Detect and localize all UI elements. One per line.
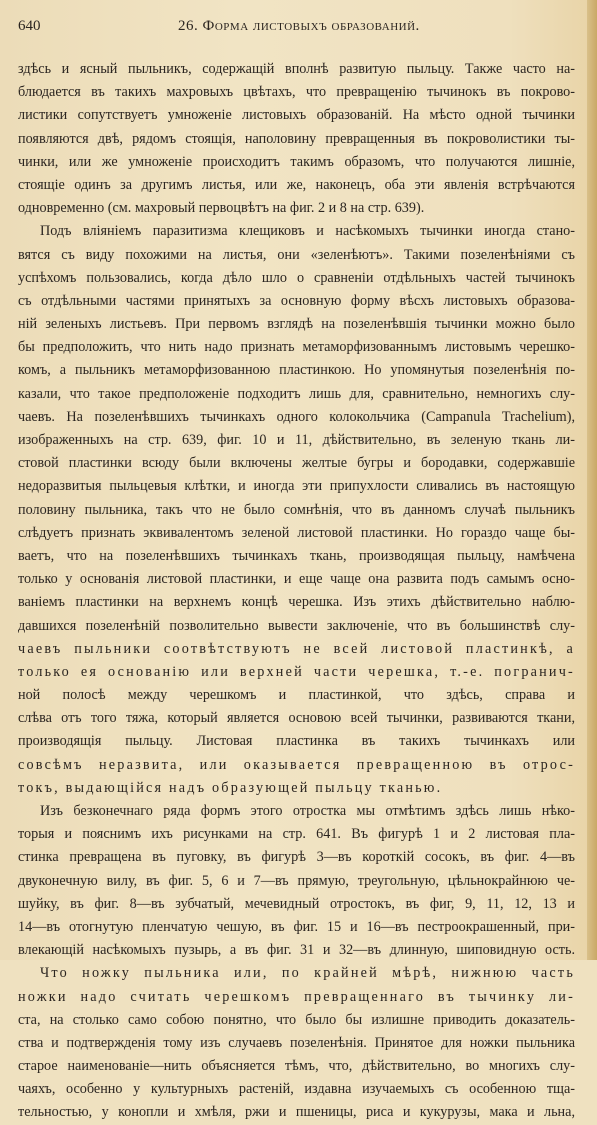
text-line: стоящіе одинъ за другимъ листья, или же, наконецъ, оба эти явленія встрѣчаются [18,176,575,193]
text-line: комъ, а пыльникъ метаморфизованною пластинкою. Но упомянутыя позеленѣнія по- [18,362,575,379]
text-line: 14—въ отогнутую пленчатую чешую, въ фиг. 15 и 16—въ пестроокрашенный, при- [18,918,575,935]
text-line: чаяхъ, особенно у культурныхъ растеній, издавна изучаемыхъ съ особенною тща- [18,1081,575,1098]
text-line: только у основанія листовой пластинки, и еще чаще она развита подъ самымъ осно- [18,571,575,588]
text-line: давшихся позеленѣній позволительно вывести заключеніе, что въ большинствѣ слу- [18,617,575,634]
text-line: только ея основанію или верхней части черешка, т.-е. погранич- [18,663,575,680]
text-line: бы предположить, что нить надо признать метаморфизованнымъ листовымъ черешко- [18,339,575,356]
text-line: чинки, или же умноженіе происходитъ такимъ образомъ, что получаются лишніе, [18,153,575,170]
text-line: появляются двѣ, рядомъ стоящія, наполовину превращенныя въ покроволистики ты- [18,130,575,147]
text-line: совсѣмъ неразвита, или оказывается превращенною въ отрос- [18,756,575,773]
page-number: 640 [18,18,41,34]
text-line: изображенныхъ на стр. 639, фиг. 10 и 11, дѣйствительно, въ зеленую ткань ли- [18,432,575,448]
text-line: здѣсь и ясный пыльникъ, содержащій вполнѣ развитую пыльцу. Также часто на- [18,61,575,77]
page-edge [587,0,597,960]
text-line: слѣва отъ того тяжа, который является основою всей тычинки, развиваются ткани, [18,710,575,727]
text-line: ваніемъ пластинки на верхнемъ концѣ черешка. Изъ этихъ дѣйствительно наблю- [18,594,575,611]
text-line: вятся съ виду похожими на листья, они «зеленѣютъ». Такими позеленѣніями съ [18,246,575,263]
running-title: 26. Форма листовыхъ образований. [178,18,420,34]
text-line: шуйку, въ фиг. 8—въ зубчатый, мечевидный отростокъ, въ фиг, 9, 11, 12, 13 и [18,895,575,912]
text-line: стовой пластинки всюду были включены желтые бугры и бородавки, содержавшіе [18,455,575,472]
text-line: токъ, выдающійся надъ образующей пыльцу тканью. [18,779,443,796]
text-line: ній зеленыхъ листьевъ. При первомъ взглядѣ на позеленѣвшія тычинки можно было [18,316,575,333]
text-line: производящія пыльцу. Листовая пластинка въ такихъ тычинкахъ или [18,733,575,750]
page-header [18,18,573,40]
text-line: Подъ вліяніемъ паразитизма клещиковъ и насѣкомыхъ тычинки иногда стано- [40,223,575,240]
text-line: стинка превращена въ пуговку, въ фигурѣ 3—въ короткій сосокъ, въ фиг. 4—въ [18,849,575,866]
text-line: слѣдуетъ признать эквивалентомъ зеленой листовой пластинки. Но гораздо чаще бы- [18,524,575,541]
text-line: Что ножку пыльника или, по крайней мѣрѣ, нижнюю часть [40,965,575,982]
text-line: блюдается въ такихъ махровыхъ цвѣтахъ, что превращенію тычинокъ въ покрово- [18,84,575,101]
text-line: успѣхомъ пользовались, когда дѣло шло о сравненіи отдѣльныхъ частей тычинокъ [18,269,575,286]
text-line: старое наименованіе—нить объясняется тѣмъ, что, дѣйствительно, во многихъ слу- [18,1058,575,1075]
text-line: ста, на столько само собою понятно, что было бы излишне приводить доказатель- [18,1011,575,1028]
text-line: одновременно (см. махровый первоцвѣтъ на фиг. 2 и 8 на стр. 639). [18,200,425,217]
body-text [18,58,575,1125]
text-line: Изъ безконечнаго ряда формъ этого отростка мы отмѣтимъ здѣсь лишь нѣко- [40,803,575,819]
text-line: влекающій насѣкомыхъ пузырь, а въ фиг. 31 и 32—въ длинную, шиповидную ость. [18,942,575,959]
text-line: листики сопутствуетъ умноженіе листовыхъ образованій. На мѣсто одной тычинки [18,107,575,124]
text-line: ной полосѣ между черешкомъ и пластинкой, что здѣсь, справа и [18,687,575,704]
text-line: ножки надо считать черешкомъ превращеннаго въ тычинку ли- [18,988,575,1005]
text-line: недоразвитыя пыльцевыя клѣтки, и иногда эти припухлости сливались въ настоящую [18,478,575,495]
text-line: половину пыльника, такъ что не было сомнѣнія, что въ данномъ случаѣ пыльникъ [18,501,575,518]
text-line: двуконечную вилу, въ фиг. 5, 6 и 7—въ прямую, треугольную, цѣльнокрайнюю че- [18,872,575,889]
text-line: ваетъ, что на позеленѣвшихъ тычинкахъ ткань, производящая пыльцу, намѣчена [18,547,575,564]
text-line: ства и подтвержденія тому изъ случаевъ позеленѣнія. Принятое для ножки пыльника [18,1034,575,1051]
text-line: чаевъ пыльники соотвѣтствуютъ не всей листовой пластинкѣ, а [18,640,575,657]
text-line: тельностью, у конопли и хмѣля, ржи и пшеницы, риса и кукурузы, мака и льна, [18,1104,575,1121]
text-line: торыя и пояснимъ ихъ рисунками на стр. 641. Въ фигурѣ 1 и 2 листовая пла- [18,826,575,843]
text-line: съ отдѣльными частями принятыхъ за основную форму вѣсхъ листовыхъ образова- [18,292,575,309]
text-line: чаевъ. На позеленѣвшихъ тычинкахъ одного колокольчика (Campanula Trachelium), [18,408,575,425]
text-line: казали, что такое предположеніе подходитъ лишь для, сравнительно, немногихъ слу- [18,385,575,402]
